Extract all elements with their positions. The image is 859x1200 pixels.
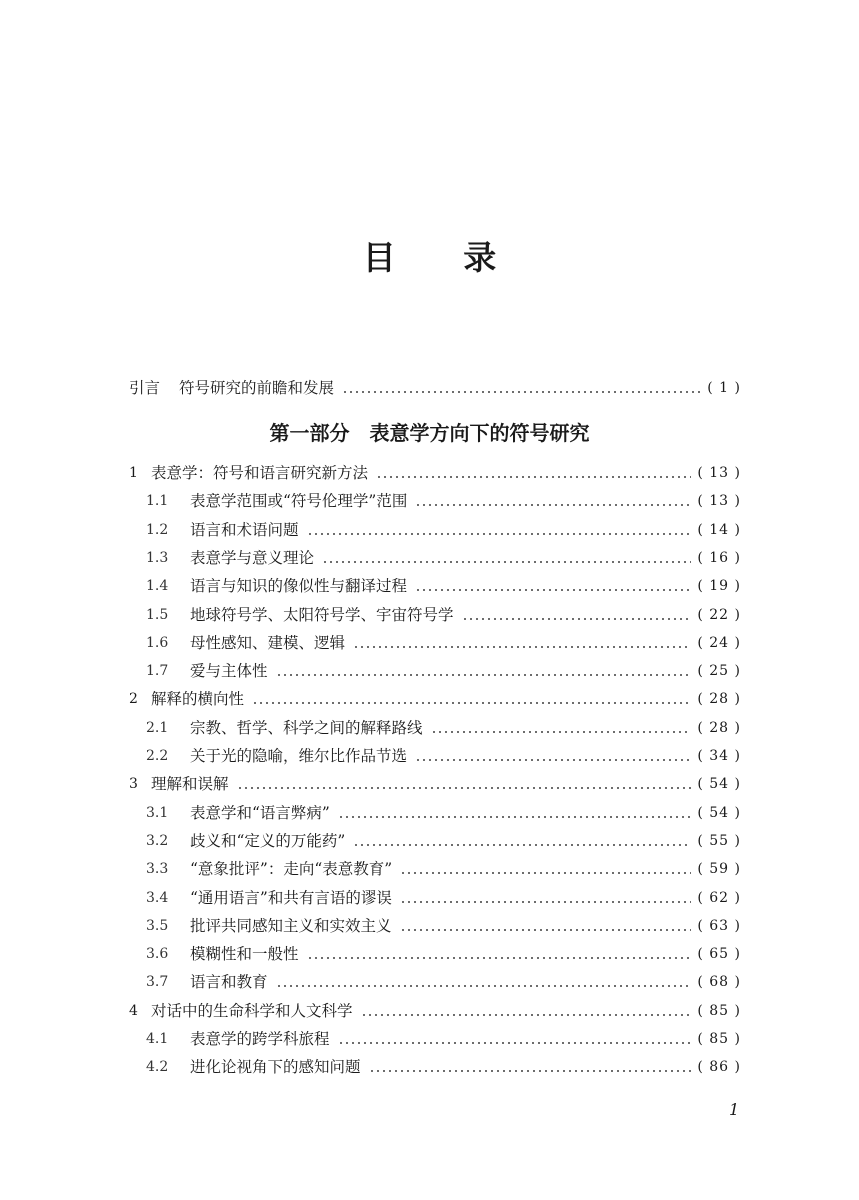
part-heading: 第一部分 表意学方向下的符号研究 <box>269 421 590 445</box>
toc-entry-title: “通用语言”和共有言语的谬误 <box>190 889 392 907</box>
toc-section-row <box>146 546 741 570</box>
toc-entry-number: 2 <box>129 691 138 707</box>
toc-entry-title: 表意学的跨学科旅程 <box>190 1030 330 1048</box>
toc-entry-title: 语言和教育 <box>190 973 268 991</box>
toc-section-row <box>146 489 741 513</box>
toc-section-row <box>146 1027 741 1051</box>
toc-intro-row <box>129 376 741 400</box>
toc-entry-title: 理解和误解 <box>151 775 229 793</box>
dot-leader <box>307 957 692 959</box>
dot-leader <box>237 787 692 789</box>
toc-entry-page: ( 22 ) <box>697 607 741 623</box>
toc-entry-title: 进化论视角下的感知问题 <box>190 1058 361 1076</box>
dot-leader <box>338 1042 692 1044</box>
dot-leader <box>353 646 691 648</box>
toc-entry-title: 地球符号学、太阳符号学、宇宙符号学 <box>190 606 454 624</box>
dot-leader <box>322 561 691 563</box>
dot-leader <box>415 589 691 591</box>
toc-entry-number: 3.1 <box>146 805 169 821</box>
toc-entry-number: 3 <box>129 776 138 792</box>
toc-entry-title: 模糊性和一般性 <box>190 945 299 963</box>
toc-section-row <box>146 744 741 768</box>
dot-leader <box>415 504 691 506</box>
toc-section-row <box>146 603 741 627</box>
dot-leader <box>361 1014 692 1016</box>
dot-leader <box>431 731 692 733</box>
toc-section-row <box>146 659 741 683</box>
toc-section-row <box>146 857 741 881</box>
toc-entry-page: ( 54 ) <box>697 776 741 792</box>
toc-section-row <box>146 970 741 994</box>
toc-entry-title: 宗教、哲学、科学之间的解释路线 <box>190 719 423 737</box>
toc-section-row <box>146 716 741 740</box>
dot-leader <box>307 533 692 535</box>
toc-entry-page: ( 24 ) <box>697 635 741 651</box>
toc-section-row <box>146 829 741 853</box>
toc-entry-number: 1.2 <box>146 522 169 538</box>
toc-entry-title: 对话中的生命科学和人文科学 <box>151 1002 353 1020</box>
toc-intro-label: 引言 <box>129 379 161 397</box>
dot-leader <box>400 929 692 931</box>
toc-entry-title: 表意学范围或“符号伦理学”范围 <box>190 492 408 510</box>
toc-chapter-row <box>129 461 741 485</box>
toc-entry-title: “意象批评”：走向“表意教育” <box>190 860 393 878</box>
toc-entry-number: 3.5 <box>146 918 169 934</box>
toc-section-row <box>146 801 741 825</box>
toc-intro-title: 符号研究的前瞻和发展 <box>179 379 335 397</box>
dot-leader <box>276 985 692 987</box>
dot-leader <box>415 759 691 761</box>
toc-entry-page: ( 59 ) <box>697 861 741 877</box>
toc-entry-page: ( 85 ) <box>697 1003 741 1019</box>
toc-entry-number: 4.1 <box>146 1031 169 1047</box>
toc-entry-page: ( 62 ) <box>697 890 741 906</box>
toc-section-row <box>146 518 741 542</box>
toc-entry-number: 3.2 <box>146 833 169 849</box>
toc-entry-number: 1.7 <box>146 663 169 679</box>
toc-entry-page: ( 25 ) <box>697 663 741 679</box>
toc-entry-number: 1.3 <box>146 550 169 566</box>
toc-entry-title: 歧义和“定义的万能药” <box>190 832 346 850</box>
toc-section-row <box>146 631 741 655</box>
dot-leader <box>252 702 691 704</box>
toc-entry-page: ( 34 ) <box>697 748 741 764</box>
dot-leader <box>462 618 692 620</box>
toc-section-row <box>146 1055 741 1079</box>
dot-leader <box>376 476 691 478</box>
toc-entry-page: ( 68 ) <box>697 974 741 990</box>
toc-entry-number: 1.5 <box>146 607 169 623</box>
dot-leader <box>369 1070 692 1072</box>
toc-intro-page: ( 1 ) <box>707 380 741 396</box>
dot-leader <box>342 391 701 393</box>
toc-entry-page: ( 13 ) <box>697 493 741 509</box>
toc-entry-number: 1.6 <box>146 635 169 651</box>
toc-entry-title: 表意学和“语言弊病” <box>190 804 330 822</box>
toc-entry-title: 语言与知识的像似性与翻译过程 <box>190 577 408 595</box>
toc-section-row <box>146 574 741 598</box>
toc-entry-page: ( 86 ) <box>697 1059 741 1075</box>
toc-entry-page: ( 13 ) <box>697 465 741 481</box>
dot-leader <box>400 901 692 903</box>
toc-entry-title: 语言和术语问题 <box>190 521 299 539</box>
toc-entry-page: ( 65 ) <box>697 946 741 962</box>
toc-entry-page: ( 54 ) <box>697 805 741 821</box>
toc-entry-page: ( 28 ) <box>697 691 741 707</box>
toc-entry-number: 3.3 <box>146 861 169 877</box>
toc-entry-page: ( 85 ) <box>697 1031 741 1047</box>
toc-entry-title: 爱与主体性 <box>190 662 268 680</box>
toc-section-row <box>146 914 741 938</box>
toc-section-row <box>146 886 741 910</box>
toc-entry-number: 2.2 <box>146 748 169 764</box>
toc-chapter-row <box>129 687 741 711</box>
toc-entry-page: ( 16 ) <box>697 550 741 566</box>
toc-entry-title: 关于光的隐喻，维尔比作品节选 <box>190 747 408 765</box>
toc-entry-number: 3.7 <box>146 974 169 990</box>
toc-entry-number: 1 <box>129 465 138 481</box>
dot-leader <box>400 872 691 874</box>
toc-entry-number: 1.4 <box>146 578 169 594</box>
toc-entry-title: 表意学与意义理论 <box>190 549 315 567</box>
toc-entry-number: 1.1 <box>146 493 169 509</box>
toc-entry-title: 批评共同感知主义和实效主义 <box>190 917 392 935</box>
page-number: 1 <box>729 1100 740 1119</box>
toc-entry-number: 2.1 <box>146 720 169 736</box>
toc-entry-number: 3.6 <box>146 946 169 962</box>
dot-leader <box>353 844 691 846</box>
toc-entry-number: 4 <box>129 1003 138 1019</box>
toc-entry-page: ( 28 ) <box>697 720 741 736</box>
toc-entry-page: ( 14 ) <box>697 522 741 538</box>
toc-entry-number: 4.2 <box>146 1059 169 1075</box>
dot-leader <box>276 674 692 676</box>
toc-entry-page: ( 55 ) <box>697 833 741 849</box>
toc-section-row <box>146 942 741 966</box>
toc-entry-title: 解释的横向性 <box>151 690 245 708</box>
toc-entry-title: 母性感知、建模、逻辑 <box>190 634 346 652</box>
dot-leader <box>338 816 692 818</box>
toc-entry-page: ( 63 ) <box>697 918 741 934</box>
toc-chapter-row <box>129 999 741 1023</box>
page-title: 目 录 <box>362 238 525 277</box>
toc-chapter-row <box>129 772 741 796</box>
toc-entry-number: 3.4 <box>146 890 169 906</box>
toc-entry-title: 表意学：符号和语言研究新方法 <box>151 464 369 482</box>
toc-entry-page: ( 19 ) <box>697 578 741 594</box>
